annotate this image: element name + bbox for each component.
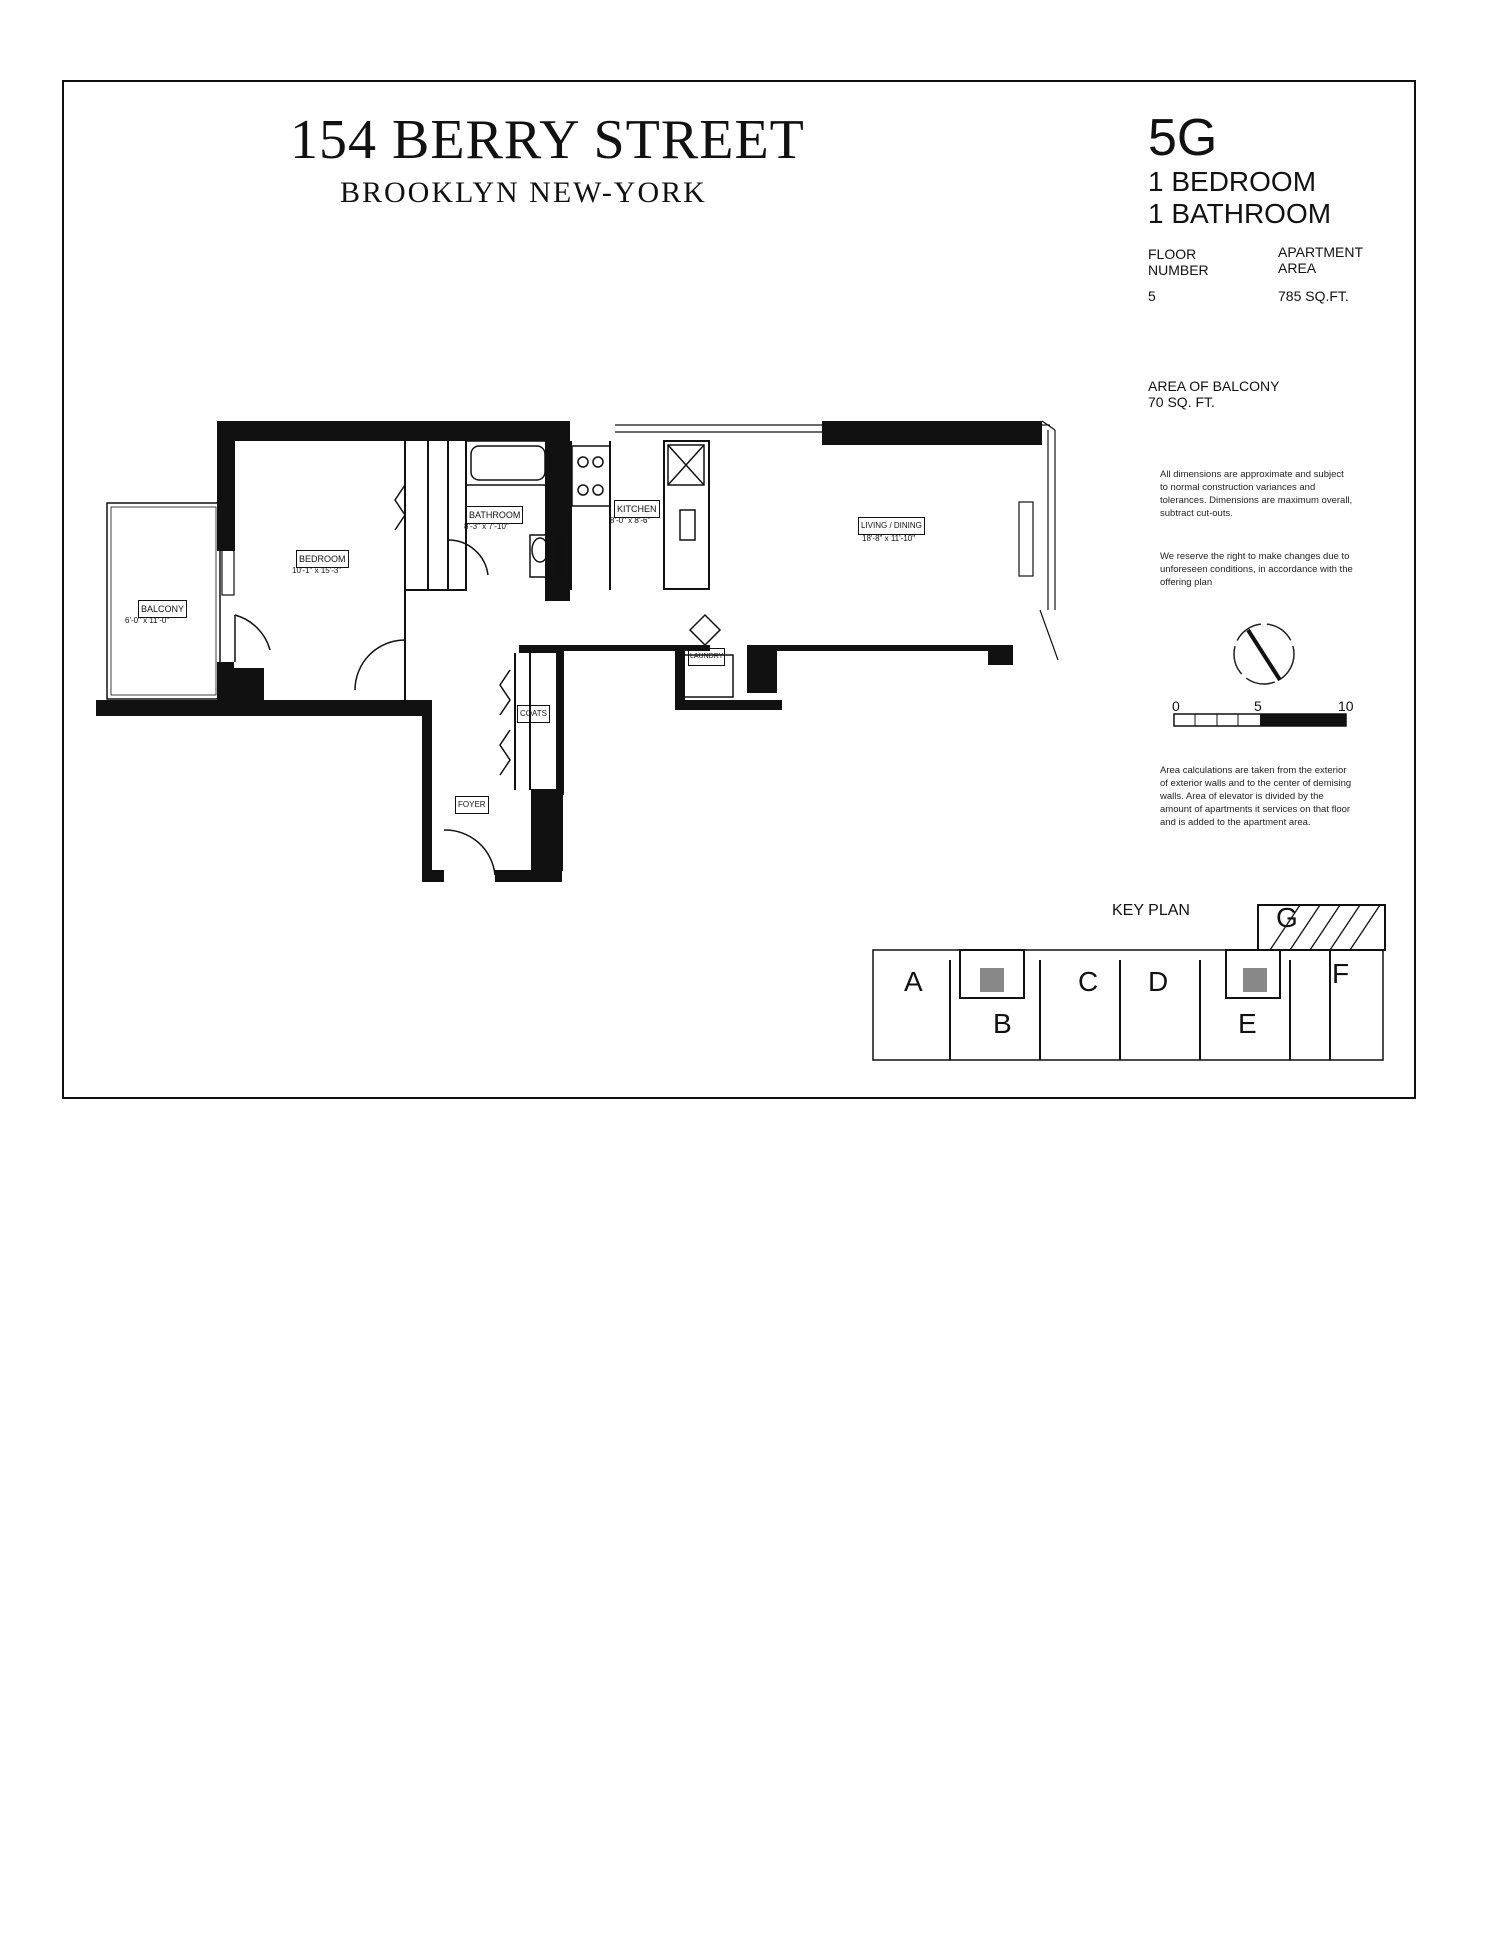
bedroom-count: 1 BEDROOM xyxy=(1148,166,1317,197)
kitchen-label: KITCHEN xyxy=(614,500,660,518)
doors xyxy=(235,485,510,875)
foyer-label: FOYER xyxy=(455,796,489,814)
unit-number: 5G xyxy=(1148,109,1218,167)
scale-ten: 10 xyxy=(1338,698,1354,714)
floor-label-1: FLOOR xyxy=(1148,246,1197,262)
balcony-label: BALCONY xyxy=(138,600,187,618)
windows xyxy=(222,421,1058,660)
exterior-walls xyxy=(96,421,1042,882)
key-plan-unit-c: C xyxy=(1078,966,1099,997)
scale-bar xyxy=(1174,714,1346,726)
key-plan-unit-e: E xyxy=(1238,1008,1257,1039)
living-dining-label: LIVING / DINING xyxy=(858,517,925,535)
balcony-dimensions: 6'-0" x 11'-0" xyxy=(125,616,170,625)
building-subtitle: BROOKLYN NEW-YORK xyxy=(340,176,707,209)
floor-label-2: NUMBER xyxy=(1148,262,1209,278)
building-title: 154 BERRY STREET xyxy=(290,109,805,171)
bathroom-dimensions: 8'-3" x 7'-10" xyxy=(464,522,509,531)
area-value: 785 SQ.FT. xyxy=(1278,288,1349,304)
bedroom-label: BEDROOM xyxy=(296,550,349,568)
scale-zero: 0 xyxy=(1172,698,1180,714)
living-dining-dimensions: 18'-8" x 11'-10" xyxy=(862,534,916,543)
key-plan-label: KEY PLAN xyxy=(1112,902,1190,919)
dimensions-note: All dimensions are approximate and subject to normal construction variances and tolerances. Dimensions are maximum overall, subtract cut-outs. xyxy=(1160,469,1353,519)
key-plan-unit-d: D xyxy=(1148,966,1169,997)
balcony-area-value: 70 SQ. FT. xyxy=(1148,394,1215,410)
key-plan-unit-g: G xyxy=(1276,902,1298,933)
key-plan-drawing xyxy=(873,902,1385,1060)
coats-label: COATS xyxy=(517,705,550,723)
reserve-note: We reserve the right to make changes due to unforeseen conditions, in accordance with the offering plan xyxy=(1160,551,1353,588)
key-plan-unit-b: B xyxy=(993,1008,1012,1039)
bathroom-count: 1 BATHROOM xyxy=(1148,198,1332,229)
key-plan-unit-f: F xyxy=(1332,958,1350,989)
area-label-2: AREA xyxy=(1278,260,1317,276)
kitchen-dimensions: 8'-0" x 8'-6" xyxy=(610,516,651,525)
floor-value: 5 xyxy=(1148,288,1156,304)
bedroom-dimensions: 10'-1" x 15'-3" xyxy=(292,566,342,575)
area-calc-note: Area calculations are taken from the exterior of exterior walls and to the center of demising walls. Area of elevator is divided by the amount of apartments it services on that floor and is added to the apartment area. xyxy=(1160,765,1352,828)
north-arrow-icon xyxy=(1234,624,1294,684)
laundry-label: LAUNDRY xyxy=(688,648,725,666)
bathroom-label: BATHROOM xyxy=(466,506,523,524)
key-plan-unit-a: A xyxy=(904,966,923,997)
scale-five: 5 xyxy=(1254,698,1262,714)
balcony-area-label: AREA OF BALCONY xyxy=(1148,378,1280,394)
area-label-1: APARTMENT xyxy=(1278,244,1364,260)
